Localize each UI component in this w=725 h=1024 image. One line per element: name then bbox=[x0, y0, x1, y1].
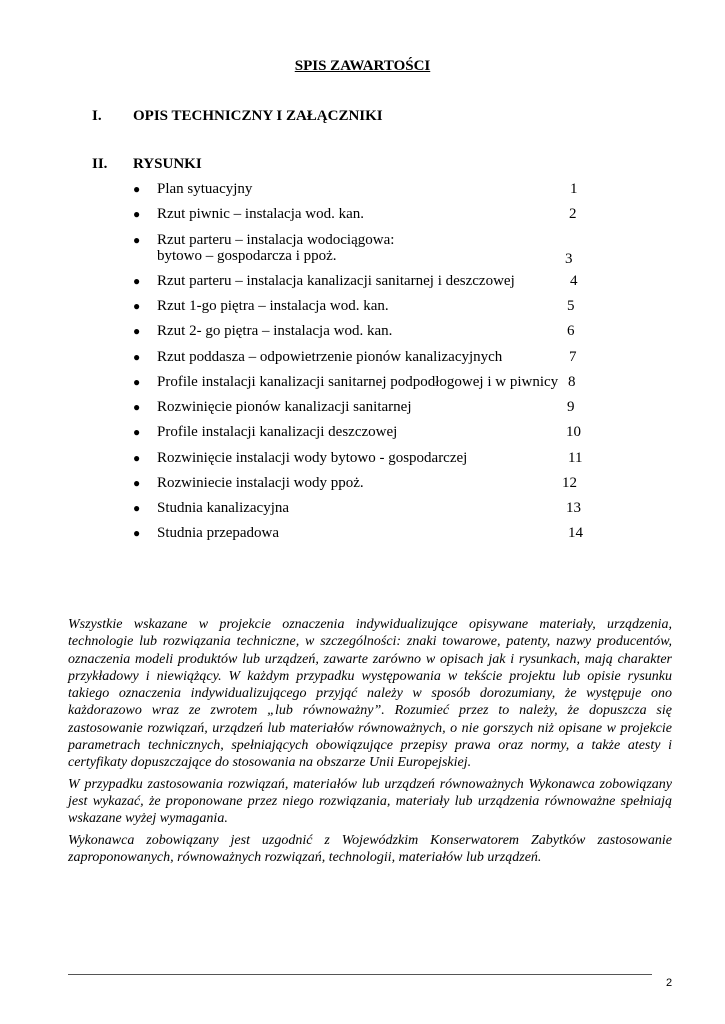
bullet-icon: ● bbox=[133, 400, 141, 414]
drawing-label: Studnia przepadowa bbox=[157, 525, 280, 541]
bullet-icon: ● bbox=[133, 299, 141, 313]
footer-divider bbox=[68, 974, 652, 975]
page-number: 2 bbox=[666, 977, 673, 989]
drawing-page-number: 5 bbox=[567, 298, 575, 314]
document-title: SPIS ZAWARTOŚCI bbox=[294, 58, 431, 74]
bullet-icon: ● bbox=[133, 350, 141, 364]
bullet-icon: ● bbox=[133, 324, 141, 338]
section-number: II. bbox=[92, 156, 108, 172]
bullet-icon: ● bbox=[133, 182, 141, 196]
drawing-page-number: 14 bbox=[568, 525, 583, 541]
bullet-icon: ● bbox=[133, 375, 141, 389]
note-paragraph: Wykonawca zobowiązany jest uzgodnić z Wojewódzkim Konserwatorem Zabytków zastosowanie zaproponowanych, równoważnych rozwiązań, technologii, materiałów lub urządzeń. bbox=[68, 832, 672, 865]
bullet-icon: ● bbox=[133, 233, 141, 247]
drawing-page-number: 8 bbox=[568, 374, 576, 390]
drawing-label: Rzut poddasza – odpowietrzenie pionów kanalizacyjnych bbox=[157, 349, 503, 365]
drawing-label: Plan sytuacyjny bbox=[157, 181, 253, 197]
note-paragraph: Wszystkie wskazane w projekcie oznaczenia indywidualizujące opisywane materiały, urządzenia, technologie lub rozwiązania techniczne, w szczególności: znaki towarowe, patenty, nazwy producentów, oznaczenia modeli produktów lub urządzeń, zawarte zarówno w opisach jak i rysunkach, mają charakter przykładowy i niewiążący. W każdym przypadku występowania w tekście projektu lub opisie rysunku takiego oznaczenia indywidualizującego przyjąć należy w sposób dorozumiany, że występuje ono każdorazowo wraz ze zwrotem „lub równoważny”. Rozumieć przez to należy, że dopuszcza się zastosowanie rozwiązań, urządzeń lub materiałów równoważnych, o nie gorszych niż opisane w projekcie parametrach technicznych, spełniających obowiązujące przepisy prawa oraz normy, a także atesty i certyfikaty dopuszczające do stosowania na obszarze Unii Europejskiej. bbox=[68, 617, 672, 771]
drawing-page-number: 1 bbox=[570, 181, 578, 197]
drawing-label: Rzut 2- go piętra – instalacja wod. kan. bbox=[157, 323, 393, 339]
bullet-icon: ● bbox=[133, 274, 141, 288]
drawing-label: Rzut piwnic – instalacja wod. kan. bbox=[157, 206, 365, 222]
drawing-page-number: 12 bbox=[562, 475, 577, 491]
bullet-icon: ● bbox=[133, 425, 141, 439]
drawing-label: Profile instalacji kanalizacji deszczowej bbox=[157, 424, 398, 440]
drawing-label-continued: bytowo – gospodarcza i ppoż. bbox=[157, 248, 337, 264]
bullet-icon: ● bbox=[133, 476, 141, 490]
bullet-icon: ● bbox=[133, 526, 141, 540]
drawing-label: Profile instalacji kanalizacji sanitarnej podpodłogowej i w piwnicy bbox=[157, 374, 559, 390]
bullet-icon: ● bbox=[133, 451, 141, 465]
drawing-page-number: 4 bbox=[570, 273, 578, 289]
drawing-page-number: 9 bbox=[567, 399, 575, 415]
notes-block bbox=[68, 616, 672, 870]
note-paragraph: W przypadku zastosowania rozwiązań, materiałów lub urządzeń równoważnych Wykonawca zobowiązany jest wykazać, że proponowane przez niego rozwiązania, materiały lub urządzenia równoważne spełniają wskazane wyżej wymagania. bbox=[68, 776, 672, 827]
section-label: OPIS TECHNICZNY I ZAŁĄCZNIKI bbox=[133, 108, 383, 124]
bullet-icon: ● bbox=[133, 207, 141, 221]
drawing-page-number: 6 bbox=[567, 323, 575, 339]
drawing-page-number: 2 bbox=[569, 206, 577, 222]
drawing-label: Rozwinięcie instalacji wody bytowo - gospodarczej bbox=[157, 450, 468, 466]
drawing-page-number: 13 bbox=[566, 500, 581, 516]
section-label: RYSUNKI bbox=[133, 156, 202, 172]
drawing-label: Rozwiniecie instalacji wody ppoż. bbox=[157, 475, 364, 491]
drawing-label: Rozwinięcie pionów kanalizacji sanitarnej bbox=[157, 399, 412, 415]
section-number: I. bbox=[92, 108, 102, 124]
drawing-label: Rzut parteru – instalacja wodociągowa: bbox=[157, 232, 395, 248]
bullet-icon: ● bbox=[133, 501, 141, 515]
drawing-page-number: 10 bbox=[566, 424, 581, 440]
drawing-label: Studnia kanalizacyjna bbox=[157, 500, 290, 516]
drawing-page-number: 11 bbox=[568, 450, 583, 466]
drawing-label: Rzut parteru – instalacja kanalizacji sanitarnej i deszczowej bbox=[157, 273, 515, 289]
drawing-page-number: 7 bbox=[569, 349, 577, 365]
drawing-page-number: 3 bbox=[565, 251, 573, 267]
drawing-label: Rzut 1-go piętra – instalacja wod. kan. bbox=[157, 298, 389, 314]
